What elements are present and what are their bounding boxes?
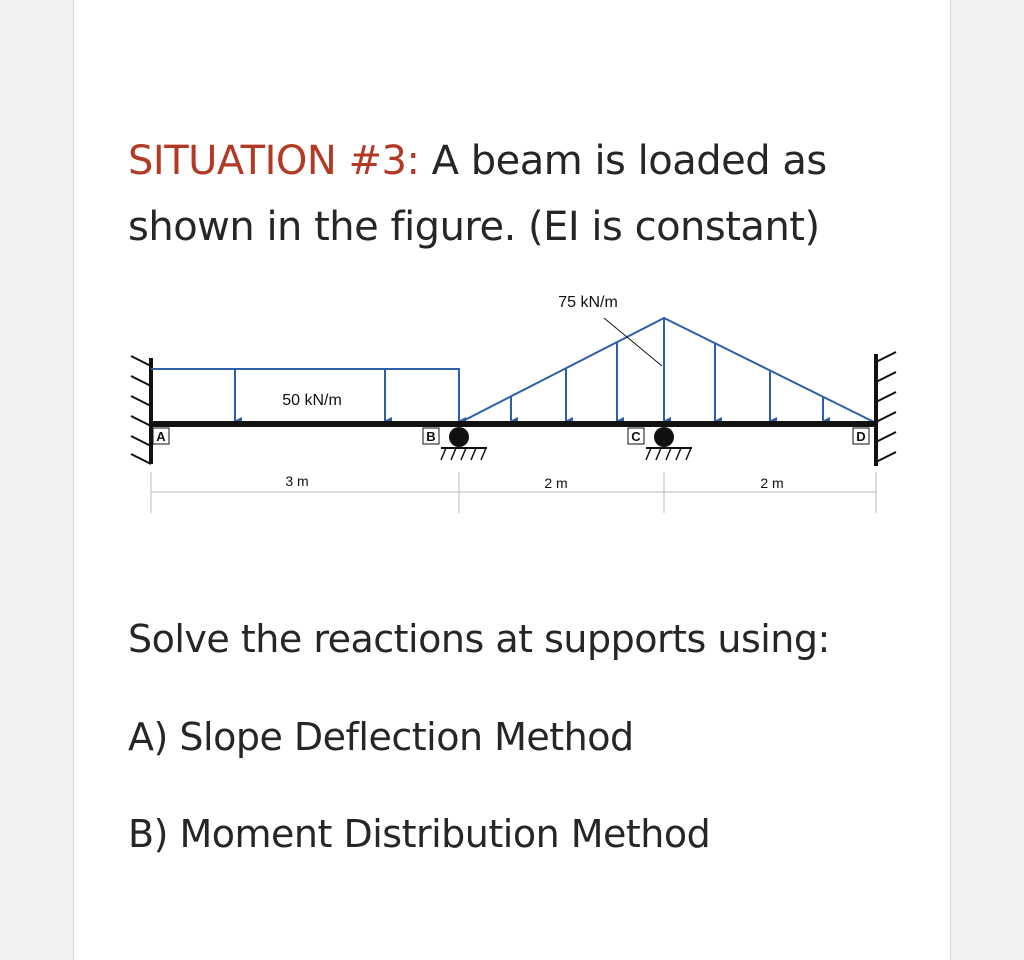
roller-support-b: [441, 427, 487, 460]
fixed-support-a: [131, 356, 151, 464]
triangular-load: [459, 318, 876, 423]
instruction-text: Solve the reactions at supports using:: [128, 617, 830, 661]
uniform-load-label: 50 kN/m: [282, 392, 342, 409]
situation-label: SITUATION #3:: [128, 138, 420, 184]
point-d-label: D: [856, 429, 866, 444]
peak-leader-line: [604, 318, 662, 366]
option-a-text: A) Slope Deflection Method: [128, 715, 634, 759]
roller-support-c: [646, 427, 692, 460]
point-a-label: A: [156, 429, 166, 444]
option-b-text: B) Moment Distribution Method: [128, 812, 711, 856]
triangular-load-label: 75 kN/m: [558, 294, 618, 311]
beam: [151, 421, 876, 427]
statement-line-1: A beam is loaded as: [431, 138, 827, 184]
point-c-label: C: [631, 429, 641, 444]
fixed-support-d: [876, 352, 896, 466]
statement-line-2: shown in the figure. (EI is constant): [128, 204, 820, 250]
point-b-label: B: [426, 429, 436, 444]
span-bc-label: 2 m: [544, 475, 568, 491]
span-cd-label: 2 m: [760, 475, 784, 491]
span-ab-label: 3 m: [285, 473, 309, 489]
